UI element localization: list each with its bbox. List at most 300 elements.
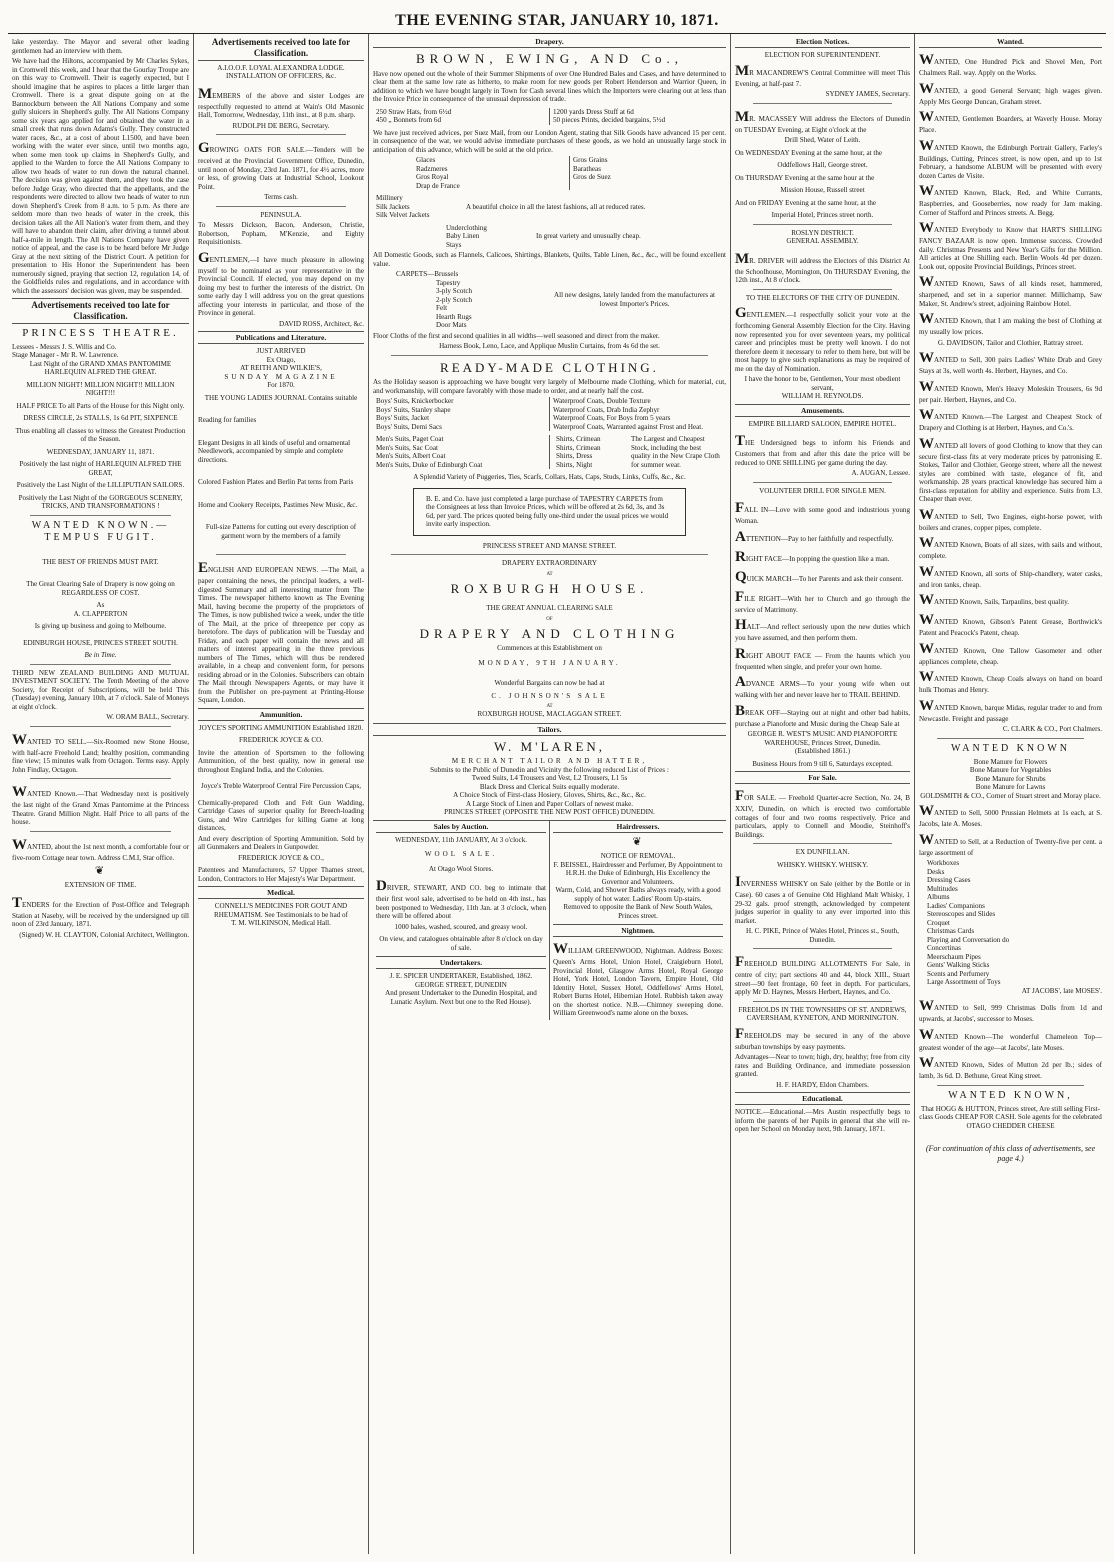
silk-list	[373, 156, 726, 190]
ad-title: THE YOUNG LADIES JOURNAL Contains suitable	[204, 393, 358, 402]
list-item: Silk Jackets	[376, 202, 410, 211]
list-item: Shirts, Crimean	[556, 435, 601, 444]
ad-text: That HOGG & HUTTON, Princes street, Are still selling First-class Goods CHEAP FOR CASH. Sole agents for the celebrated OTAGO CHEDDER CHEESE	[919, 1104, 1102, 1130]
ad-signature: RUDOLPH DE BERG, Secretary.	[232, 121, 330, 130]
ad-text: I have the honor to be, Gentlemen, Your most obedient servant,	[744, 375, 901, 392]
wanted-ad: WANTED to Sell, 300 pairs Ladies' White Drab and Grey Stays at 3s, well worth 4s. Herbert, Haynes, and Co.	[919, 350, 1102, 375]
ad-text: All Domestic Goods, such as Flannels, Calicoes, Shirtings, Blankets, Quilts, Table Linen, &c., &c., will be found excellent value.	[373, 251, 726, 268]
ad-text: WILLIAM GREENWOOD, Nightman. Address Boxes: Queen's Arms Hotel, Union Hotel, Craigieburn Hotel, Provincial Hotel, Glasgow Arms Hotel, Royal George Hotel, York Hotel, London Tavern, Empire Hotel, Old Identity Hotel, Sussex Hotel, Oddfellows' Arms Hotel, Robert Burns Hotel, Hibernian Hotel. Rubbish taken away on the shortest notice. N.B.—Chimney sweeping done. William Greenwood's name alone on the boxes.	[553, 941, 723, 1018]
ad-text: Joyce's Treble Waterproof Central Fire Percussion Caps,	[201, 782, 361, 791]
ad-text: WANTED, about the 1st next month, a comfortable four or five-room Cottage near town. Address C.M.I, Star office.	[12, 836, 189, 862]
ad-text: Elegant Designs in all kinds of useful and ornamental Needlework, accompanied by simple and complete directions.	[198, 438, 351, 464]
list-item: Workboxes	[927, 859, 960, 867]
list-item: Glaces	[416, 156, 436, 165]
ad-title: VOLUNTEER DRILL FOR SINGLE MEN.	[759, 486, 886, 495]
list-item: Baby Linen	[446, 232, 480, 241]
ad-text: FREEHOLD BUILDING ALLOTMENTS For Sale, in centre of city; part sections 40 and 44, block XIII., Stuart street—90 feet frontage, 60 feet in depth. For particulars, apply Mr D. Haynes, Messrs Herbert, Haynes, and Co.	[735, 954, 910, 996]
divider	[30, 778, 171, 779]
divider	[753, 843, 892, 844]
ad-text: GENTLEMEN,—I have much pleasure in allowing myself to be nominated as your representative in the Provincial Council. If elected, you may depend on my doing my best to further the interests of the district. On some early day I will address you on the great questions affecting your interests in particular, and those of the Province in general.	[198, 249, 364, 318]
ad-text: GENTLEMEN.—I respectfully solicit your vote at the forthcoming General Assembly Election for the City. Having now represented you for over seventeen years, my political career and principles must be pretty well known. I do not therefore deem it necessary to refer to them here, but will be most happy to give such explanations as may be required of me on the day of Nomination.	[735, 305, 910, 373]
wanted-ad: WANTED Known, Men's Heavy Moleskin Trousers, 6s 9d per pair. Herbert, Haynes, and Co.	[919, 378, 1102, 404]
list-item: Albums	[927, 893, 950, 901]
ad-title: A.I.O.O.F. LOYAL ALEXANDRA LODGE. INSTALLATION OF OFFICERS, &c.	[217, 63, 345, 81]
drill-item: FALL IN—Love with some good and industrious young Woman.	[735, 500, 910, 525]
ad-signature: WILLIAM H. REYNOLDS.	[781, 392, 864, 400]
ad-text: FREDERICK JOYCE & CO.,	[238, 853, 324, 862]
divider	[753, 224, 892, 225]
ad-title: DRAPERY EXTRAORDINARY	[502, 559, 597, 568]
ad-text: A Choice Stock of First-class Hosiery, Gloves, Shirts, &c., &c., &c.	[453, 791, 646, 800]
wanted-ad: WANTED Known, Sails, Tarpaulins, best quality.	[919, 592, 1070, 608]
news-paragraph: lake yesterday. The Mayor and several other leading gentlemen had an interview with them.	[12, 38, 189, 55]
ad-title: WANTED KNOWN.— TEMPUS FUGIT.	[31, 519, 170, 543]
ad-text: Have now opened out the whole of their Summer Shipments of over One Hundred Bales and Cases, and have determined to clear them at the same low rate as hitherto, to make room for new goods per Robert Henderson and Warrior Queen, in addition to which we have bought largely in Town for Cash several lines which the Importers were clearing out at less than the Invoice Price in consequence of the unusual depression of trade.	[373, 69, 726, 104]
ad-text: As	[96, 601, 105, 610]
ad-text: HALF PRICE To all Parts of the House for this Night only.	[16, 401, 185, 410]
ad-text: Warm, Cold, and Shower Baths always ready, with a good supply of hot water. Ladies' Room Up-stairs.	[555, 886, 721, 903]
crest-ornament: ❦	[94, 865, 107, 878]
ad-text: AT REITH AND WILKIE'S,	[240, 364, 322, 373]
ad-text: Floor Cloths of the first and second qualities in all widths—well seasoned and direct from the maker.	[373, 331, 660, 340]
section-header: Medical.	[198, 886, 364, 899]
ad-text: Advantages—Near to town; high, dry, healthy; free from city rates and Building Ordinance, and immediate possession granted.	[735, 1053, 910, 1078]
ad-text: WANTED Known.—That Wednesday next is positively the last night of the Grand Xmas Pantomime at the Princess Theatre. Grand Million Night. Half Price to all parts of the house.	[12, 784, 189, 827]
section-header: Sales by Auction.	[376, 821, 546, 833]
list-item: Christmas Cards	[927, 927, 975, 935]
divider	[937, 1085, 1084, 1086]
ad-text: On THURSDAY Evening at the same hour at the	[735, 173, 875, 182]
ad-text: On view, and catalogues obtainable after 8 o'clock on day of sale.	[379, 935, 543, 952]
ad-text: Drill Shed, Water of Leith.	[784, 136, 861, 144]
ad-title: TO THE ELECTORS OF THE CITY OF DUNEDIN.	[745, 293, 900, 302]
ad-text: Commences at this Establishment on	[497, 644, 602, 653]
list-item: Playing and Conversation do	[927, 935, 1010, 944]
ad-title: READY-MADE CLOTHING.	[440, 359, 659, 375]
ad-text: NOTICE.—Educational.—Mrs Austin respectfully begs to inform the parents of her Pupils in general that she will re-open her School on Monday next, 9th January, 1871.	[735, 1108, 910, 1133]
ad-text: To Messrs Dickson, Bacon, Anderson, Christie, Robertson, Popham, M'Kenzie, and Eighty Requisitionists.	[198, 221, 364, 247]
ad-text: MR MACANDREW'S Central Committee will meet This Evening, at half-past 7.	[735, 62, 910, 88]
list-item: Bone Manure for Lawns	[975, 783, 1046, 791]
list-item: Boys' Suits, Stanley shape	[376, 405, 451, 414]
ad-text: Positively the Last Night of the LILLIPUTIAN SAILORS.	[16, 481, 185, 490]
ad-signature: T. M. WILKINSON, Medical Hall.	[231, 919, 331, 928]
list-item: Men's Suits, Paget Coat	[376, 435, 444, 444]
ad-text: And on FRIDAY Evening at the same hour, at the	[735, 198, 877, 207]
ad-signature: (Signed) W. H. CLAYTON, Colonial Architect, Wellington.	[19, 930, 189, 939]
ad-title: BROWN, EWING, AND Co.,	[415, 51, 684, 66]
list-item: Croquet	[927, 918, 950, 927]
columns	[8, 33, 1106, 1554]
ad-title: ROSLYN DISTRICT.	[791, 228, 854, 237]
divider	[753, 103, 892, 104]
list-item: Waterproof Coats, Drab India Zephyr	[553, 405, 660, 414]
ad-text: Be in Time.	[84, 651, 117, 660]
wanted-ad: WANTED Known, Cheap Coals always on hand on board hulk Thomas and Henry.	[919, 669, 1102, 694]
ad-signature: C. CLARK & CO., Port Chalmers.	[1002, 725, 1102, 733]
ad-text: Mission House, Russell street	[780, 186, 865, 194]
ad-text: CONNELL'S MEDICINES FOR GOUT AND RHEUMATISM. See Testimonials to be had of	[214, 902, 348, 919]
ad-text: 1000 bales, washed, scoured, and greasy wool.	[394, 922, 528, 931]
divider	[30, 664, 171, 665]
ad-text: Home and Cookery Receipts, Pastimes New Music, &c.	[198, 500, 358, 509]
list-item: Shirts, Dress	[556, 452, 593, 461]
divider	[753, 482, 892, 483]
news-paragraph: We have had the Hiltons, accompanied by Mr Charles Sykes, in Cromwell this week, and I hear that the Gourlay Troupe are on this way to Cromwell. Their is eagerly expected, but I should imagine that he aspires to places a little larger than Cromwell. There is a great dispute going on at the Bannockburn between the All Nations Company and some gully sluicers in Shepherd's gully. The All Nations Company some six years ago applied for and obtained the water in a small creek that runs down Adams's Gully. They constructed water races, &c., at a cost of about L1500, and have been working with the water ever since, until two months ago, when some men took up claims in Shepherd's Gully, and applied to the Warden to force the All Nations Company to allow two heads of water to run down the natural channel. The decision was given against them, and they took the case before Judge Gray, who directed that the appellants, and the respondents were directed to allow two heads of water to run down Shepherd's Creek from 8 a.m. to 5 p.m. As there are seldom more than two heads of water in the creek, this decision takes all the All Nation's water from them, and they will have to abandon their claim, after driving a tunnel about half-a-mile in length. The All Nations Company have given notice of appeal, and the case is to be heard before Mr Judge Gray at the next sitting of the District Court. A petition for presentation to His Honor the Superintendent has been numerously signed, praying that section 12, regulation 14, of the Goldfields rules and regulations, and in accordance with which the assessors' decision was given, may be suspended.	[12, 57, 189, 295]
ad-title: FREEHOLDS IN THE TOWNSHIPS OF ST. ANDREWS, CAVERSHAM, KYNETON, AND MORNINGTON.	[738, 1005, 907, 1022]
jacobs-list	[919, 859, 1102, 987]
divider	[753, 289, 892, 290]
list-item: Gents' Walking Sticks	[927, 961, 990, 969]
list-item: Dressing Cases	[927, 876, 971, 884]
ad-text: Oddfellows Hall, George street.	[777, 161, 868, 169]
list-item: Ladies' Companions	[927, 901, 985, 910]
divider	[937, 738, 1084, 739]
ad-signature: AT JACOBS', late MOSES'.	[1021, 986, 1102, 995]
list-item: Scents and Perfumery	[927, 969, 990, 978]
ad-text: MONDAY, 9TH JANUARY.	[478, 658, 621, 667]
wanted-ad: WANTED all lovers of good Clothing to know that they can secure first-class fits at very moderate prices by patronising E. Stokes, Tailor and Clothier, George street, where all the newest styles are combined with taste, elegance of fit, and workmanship. 28 years practical knowledge has secured him a first-class reputation for ability and experience. Suits from L3. Cheaper than ever.	[919, 435, 1102, 503]
ad-text: Removed to opposite the Bank of New South Wales, Princes street.	[563, 903, 713, 920]
wanted-ad: WANTED to Sell, 999 Christmas Dolls from 1d and upwards, at Jacobs', successor to Moses.	[919, 998, 1102, 1023]
ad-text: WANTED TO SELL.—Six-Roomed new Stone House, with half-acre Freehold Land; healthy position, commanding fine view; 15 minutes walk from Octagon. Terms easy. Apply John Findlay, Octagon.	[12, 731, 189, 774]
wanted-ad: WANTED Known.—The Largest and Cheapest Stock of Drapery and Clothing is at Herbert, Haynes, and Co.'s.	[919, 407, 1102, 432]
list-item: Waterproof Coats, For Boys from 5 years	[553, 414, 671, 423]
ad-title: EX DUNFILLAN.	[795, 848, 850, 856]
divider	[753, 948, 892, 949]
ad-text: ENGLISH AND EUROPEAN NEWS. —The Mail, a paper containing the news, the principal leaders, a well-digested Summary and all interesting matter from The Times. The newspaper hitherto known as The Evening Mail, having become the property of the proprietors of The Times, is now published twice a week, under the title of The Mail, at the price of threepence per copy as heretofore. The days of publication will be Tuesday and Friday, and each paper will contain the news and all matters of interest appearing in the three previous numbers of The Times, which will thus be rendered available, in a cheap and convenient form, for persons residing abroad or in the Colonies. Subscribers can obtain The Mail through Newspapers Agents, or may have it from the Publisher on pre-payment at Printing-House Square, London.	[198, 560, 364, 705]
ad-text: Is giving up business and going to Melbourne.	[34, 622, 167, 631]
divider	[391, 554, 708, 555]
list-item: 3-ply Scotch	[436, 287, 473, 296]
ad-text: On WEDNESDAY Evening at the same hour, at the	[735, 148, 883, 157]
wanted-ad: WANTED Known, Black, Red, and White Currants, Raspberries, and Gooseberries, now ready for Jam making. Corner of Stafford and Princes streets. A. Begg.	[919, 183, 1102, 217]
ad-text: (Established 1861.)	[794, 747, 851, 755]
list-item: Bone Manure for Shrubs	[975, 774, 1046, 783]
ad-text: Thus enabling all classes to witness the Greatest Production of the Season.	[15, 426, 186, 444]
list-item: Silk Velvet Jackets	[376, 211, 430, 220]
ad-text: MEMBERS of the above and sister Lodges are respectfully requested to attend at Wain's Old Masonic Hall, Tomorrow, Wednesday, 11th inst., at 8 p.m. sharp.	[198, 85, 364, 120]
price-item: 450 „ Bonnets from 6d	[376, 116, 442, 125]
ad-title: WOOL SALE.	[424, 850, 498, 859]
divider	[216, 554, 346, 555]
section-header: Drapery.	[373, 36, 726, 48]
divider	[391, 355, 708, 356]
ad-text: Positively the Last Night of the GORGEOUS SCENERY, TRICKS, AND TRANSFORMATIONS !	[18, 493, 183, 511]
ad-text: Tweed Suits, L4 Trousers and Vest, L2 Trousers, L1 5s	[471, 774, 628, 783]
list-item: 2-ply Scotch	[436, 295, 473, 304]
section-header: Hairdressers.	[553, 821, 723, 833]
list-note: The Largest and Cheapest Stock, including the best quality in the New Crape Cloth for summer wear.	[631, 435, 720, 469]
ad-text: At Otago Wool Stores.	[428, 864, 494, 873]
wanted-ad: WANTED to Sell, at a Reduction of Twenty-five per cent. a large assortment of	[919, 831, 1102, 857]
ad-text: EDINBURGH HOUSE, PRINCES STREET SOUTH.	[23, 638, 178, 647]
column-4	[731, 34, 915, 1554]
list-item: Bone Manure for Flowers	[973, 757, 1048, 766]
wanted-ad: WANTED Known, barque Midas, regular trader to and from Newcastle. Freight and passage	[919, 697, 1102, 723]
millinery-list	[373, 194, 726, 220]
wanted-ad: WANTED, a good General Servant; high wages given. Apply Mrs George Duncan, Graham street.	[919, 80, 1102, 106]
ad-text: Colored Fashion Plates and Berlin Pat terns from Paris	[198, 478, 354, 487]
ad-title: EMPIRE BILLIARD SALOON, EMPIRE HOTEL.	[748, 419, 897, 428]
notice-box	[413, 488, 686, 536]
wanted-ad: WANTED Known, the Edinburgh Portrait Gallery, Farley's Buildings, Cutting, Princes street, is now open, and up to 1st February, a handsome ALBUM will be presented with every dozen Cartes de Visite.	[919, 137, 1102, 180]
ad-signature: DAVID ROSS, Architect, &c.	[279, 319, 364, 328]
column-2	[194, 34, 369, 1554]
wanted-ad: WANTED Known, Gibson's Patent Grease, Borthwick's Patent and Peacock's Patent, cheap.	[919, 612, 1102, 637]
ad-text: F. BEISSEL, Hairdresser and Perfumer, By Appointment to H.R.H. the Duke of Edinburgh, His Excellency the Governor and Volunteers.	[553, 860, 723, 886]
ad-signature: G. DAVIDSON, Tailor and Clothier, Rattray street.	[937, 338, 1084, 347]
drill-item: HALT—And reflect seriously upon the new duties which you have assumed, and then perform them.	[735, 617, 910, 642]
ad-text: Last Night of the GRAND XMAS PANTOMIME HARLEQUIN ALFRED THE GREAT.	[29, 359, 172, 377]
section-header: Amusements.	[735, 404, 910, 417]
ad-text: GROWING OATS FOR SALE.—Tenders will be received at the Provincial Government Office, Dunedin, until noon of Monday, 23rd Jan. 1871, for 4½ acres, more or less, of growing Oats at Industrial School, Lookout Point.	[198, 140, 364, 191]
ad-signature: SYDNEY JAMES, Secretary.	[825, 90, 910, 98]
list-item: Felt	[436, 304, 448, 313]
ad-title: SUNDAY MAGAZINE	[224, 372, 338, 381]
ad-title: GEORGE R. WEST'S MUSIC AND PIANOFORTE WAREHOUSE, Princes Street, Dunedin.	[747, 730, 898, 747]
bottom-split	[373, 820, 726, 1020]
ad-text: DRESS CIRCLE, 2s STALLS, 1s 6d PIT, SIXPENCE	[23, 414, 178, 423]
wanted-ad: WANTED, One Hundred Pick and Shovel Men, Port Chalmers Rail. way. Apply on the Works.	[919, 52, 1102, 77]
price-item: 250 Straw Hats, from 6½d	[376, 107, 452, 116]
ad-text: C. JOHNSON'S SALE	[491, 691, 608, 700]
list-note: A beautiful choice in all the latest fashions, all at reduced rates.	[466, 202, 646, 211]
ad-title: ELECTION FOR SUPERINTENDENT.	[764, 51, 881, 59]
ad-text: THE Undersigned begs to inform his Friends and Customers that from and after this date the price will be reduced to ONE SHILLING per game during the day.	[735, 433, 910, 467]
ad-text: A Splendid Variety of Puggeries, Ties, Scarfs, Collars, Hats, Caps, Studs, Links, Cuffs, &c., &c.	[413, 473, 686, 482]
wanted-ad: WANTED to Sell, 5000 Prussian Helmets at 1s each, at S. Jacobs, late A. Moses.	[919, 803, 1102, 828]
column-3	[369, 34, 731, 1554]
list-item: Boys' Suits, Jacket	[376, 414, 430, 423]
list-note: In great variety and unusually cheap.	[536, 232, 641, 241]
section-header: Educational.	[735, 1092, 910, 1105]
section-header: Ammunition.	[198, 708, 364, 721]
ad-text: The Great Clearing Sale of Drapery is now going on REGARDLESS OF COST.	[26, 580, 175, 597]
list-item: Concertinas	[927, 944, 961, 952]
ad-text: MERCHANT TAILOR AND HATTER,	[451, 757, 648, 766]
underclothing-list	[373, 224, 726, 250]
wanted-ad: WANTED Known, One Tallow Gasometer and other appliances complete, cheap.	[919, 640, 1102, 666]
ad-text: WEDNESDAY, JANUARY 11, 1871.	[46, 447, 155, 456]
ad-text: As the Holiday season is approaching we have bought very largely of Melbourne made Clothing, which for material, cut, and workmanship, will compare favorably with those made to order, and at nearly half the cost.	[373, 378, 726, 395]
list-item: Men's Suits, Duke of Edinburgh Coat	[376, 460, 483, 469]
ad-text: Terms cash.	[264, 193, 298, 202]
section-header: For Sale.	[735, 771, 910, 784]
list-item: Men's Suits, Albert Coat	[376, 452, 446, 461]
ad-text: And every description of Sporting Ammunition. Sold by all Gunmakers and Dealers in Gunpowder.	[198, 834, 364, 852]
list-item: Tapestry	[436, 278, 461, 287]
divider	[30, 726, 171, 727]
divider	[30, 515, 171, 516]
ad-text: Full-size Patterns for cutting out every description of garment worn by the members of a family	[205, 523, 357, 540]
ad-title: J. E. SPICER UNDERTAKER, Established, 1862. GEORGE STREET, DUNEDIN	[389, 972, 533, 989]
ad-signature: W. ORAM BALL, Secretary.	[106, 713, 189, 722]
ad-title: PRINCESS THEATRE.	[22, 326, 179, 339]
ad-text: MR. DRIVER will address the Electors of this District At the Schoolhouse, Mornington, On THURSDAY Evening, the 12th inst., At 8 o'clock.	[735, 250, 910, 284]
ad-text: A Large Stock of Linen and Paper Collars of newest make.	[465, 799, 634, 808]
drill-item: BREAK OFF—Staying out at night and other bad habits, purchase a Pianoforte and Music during the Cheap Sale at	[735, 702, 910, 728]
ad-text: Invite the attention of Sportsmen to the following Ammunition, of the best quality, now in general use throughout England India, and the Colonies.	[198, 748, 364, 774]
ad-text: FOR SALE. — Freehold Quarter-acre Section, No. 24, B XXIV, Dunedin, on which is erected two comfortable cottages of four and two rooms respectively. Price and particulars, apply to Connell and Moodie, Steinhoff's Buildings.	[735, 788, 910, 839]
list-item: Gros Grains	[573, 156, 608, 165]
clothing-table	[373, 397, 726, 431]
list-item: Large Assortment of Toys	[927, 978, 1001, 986]
ad-title: GENERAL ASSEMBLY.	[786, 237, 859, 245]
section-header: Advertisements received too late for Classification.	[12, 298, 189, 324]
list-item: Baratheas	[573, 164, 601, 173]
list-item: Stays	[446, 240, 462, 249]
drill-item: RIGHT ABOUT FACE — From the haunts which you frequented when single, and prefer your own home.	[735, 645, 910, 671]
ad-text: And present Undertaker to the Dunedin Hospital, and Lunatic Asylum. Next but one to the Red House).	[385, 989, 537, 1006]
masthead: THE EVENING STAR, JANUARY 10, 1871.	[395, 12, 719, 29]
ad-text: MR. MACASSEY Will address the Electors of Dunedin on TUESDAY Evening, at Eight o'clock at the	[735, 108, 910, 134]
section-header: Wanted.	[919, 36, 1102, 48]
ad-title: JOYCE'S SPORTING AMMUNITION Established 1820.	[198, 723, 364, 732]
ad-text: AT	[546, 704, 553, 710]
drill-item: ATTENTION—Pay to her faithfully and respectfully.	[735, 528, 894, 545]
list-note: All new designs, lately landed from the manufacturers at lowest Importer's Prices.	[554, 291, 715, 308]
list-item: Door Mats	[436, 321, 467, 330]
ad-text: FREDERICK JOYCE & CO.	[239, 736, 323, 745]
list-item: Gros de Suez	[573, 173, 611, 182]
ad-title: W. M'LAREN,	[493, 738, 606, 754]
ad-text: MILLION NIGHT! MILLION NIGHT!! MILLION NIGHT!!!	[26, 380, 175, 398]
ad-text: Chemically-prepared Cloth and Felt Gun Wadding, Cartridge Cases of superior quality for Breech-loading Guns, and Wire Cartridges for killing Game at long distances,	[198, 798, 364, 833]
list-item: CARPETS—Brussels	[396, 270, 459, 279]
wanted-ad: WANTED Known, Sides of Mutton 2d per lb.; sides of lamb, 3s 6d. D. Bethune, Great King street.	[919, 1055, 1102, 1080]
list-item: Men's Suits, Sac Coat	[376, 443, 438, 452]
ad-text: PRINCESS STREET AND MANSE STREET.	[482, 541, 617, 550]
ad-text: Harness Book, Leno, Lace, and Applique Muslin Curtains, from 4s 6d the set.	[439, 342, 660, 351]
ad-text: PRINCES STREET (OPPOSITE THE NEW POST OFFICE) DUNEDIN.	[444, 808, 655, 817]
ad-title: NOTICE OF REMOVAL.	[600, 852, 676, 861]
list-item: Drap de France	[416, 181, 460, 190]
ad-signature: H. C. PIKE, Prince of Wales Hotel, Princes st., South, Dunedin.	[746, 927, 899, 944]
column-5	[915, 34, 1106, 1554]
list-item: Hearth Rugs	[436, 312, 472, 321]
wanted-ad: WANTED Known, that I am making the best of Clothing at my usually low prices.	[919, 311, 1102, 336]
ad-signature: A. AUGAN, Lessee.	[851, 469, 910, 477]
ad-title: WANTED KNOWN,	[948, 1089, 1073, 1101]
divider	[753, 1001, 892, 1002]
wanted-ad: WANTED Known, all sorts of Ship-chandlery, water casks, and iron tanks, cheap.	[919, 563, 1102, 589]
divider	[216, 206, 346, 207]
section-header: Election Notices.	[735, 36, 910, 48]
ad-text: INVERNESS WHISKY on Sale (either by the Bottle or in Case). 60 cases a of Genuine Old Highland Malt Whisky, 1 29-32 gals. proof strength, acknowledged by competent judges superior in quality to any ever imported into this market.	[735, 874, 910, 925]
ad-text: Positively the last night of HARLEQUIN ALFRED THE GREAT,	[19, 460, 182, 477]
continuation-note: (For continuation of this class of advertisements, see page 4.)	[925, 1144, 1096, 1163]
ad-text: WEDNESDAY, 11th JANUARY, At 3 o'clock.	[394, 835, 528, 844]
ad-text: Stage Manager - Mr R. W. Lawrence.	[12, 351, 119, 360]
mens-table	[373, 435, 726, 469]
drill-item: ADVANCE ARMS—To your young wife when out walking with her and never leave her to TRAIL BEHIND.	[735, 674, 910, 699]
crest-ornament: ❦	[632, 835, 644, 848]
ad-text: DRIVER, STEWART, AND CO. beg to intimate that their first wool sale, advertised to be held on 4th inst., has been postponed to Wednesday, 11th Jan. at 3 o'clock, when there will be offered about	[376, 878, 546, 921]
drill-item: QUICK MARCH—To her Parents and ask their consent.	[735, 568, 904, 585]
carpets-list	[373, 270, 726, 330]
wanted-ad: WANTED, Gentlemen Boarders, at Waverly House. Moray Place.	[919, 109, 1102, 134]
ad-text: We have just received advices, per Suez Mail, from our London Agent, stating that Silk Goods have advanced 15 per cent. in consequence of the war, we would advise immediate purchases of these goods, as we hold an unusually large stock in anticipation of this advance, which will be sold at the old price.	[373, 128, 726, 154]
drill-item: FILE RIGHT—With her to Church and go through the service of Matrimony.	[735, 588, 910, 614]
ad-text: THE BEST OF FRIENDS MUST PART.	[42, 557, 159, 566]
ad-text: OF	[546, 616, 553, 622]
divider	[30, 831, 171, 832]
ad-text: ROXBURGH HOUSE, MACLAGGAN STREET.	[477, 710, 622, 719]
wanted-ad: WANTED Known—The wonderful Chameleon Top—greatest wonder of the age—at Jacobs', late Moses.	[919, 1026, 1102, 1052]
list-item: Boys' Suits, Knickerbocker	[376, 397, 454, 406]
list-item: Boys' Suits, Demi Sacs	[376, 422, 442, 431]
column-1	[8, 34, 194, 1554]
ad-title: EXTENSION OF TIME.	[64, 881, 137, 890]
list-item: Millinery	[376, 194, 403, 203]
ad-text: JUST ARRIVED	[256, 347, 306, 356]
list-item: Shirts, Crimean	[556, 443, 601, 452]
list-item: Underclothing	[446, 223, 487, 232]
divider	[216, 134, 346, 135]
section-header: Nightmen.	[553, 924, 723, 937]
ad-text: THE GREAT ANNUAL CLEARING SALE	[486, 604, 613, 613]
section-header: Advertisements received too late for Classification.	[198, 36, 364, 61]
ad-text: Ex Otago,	[266, 355, 296, 364]
box-text: B. E. and Co. have just completed a large purchase of TAPESTRY CARPETS from the Consignees at less than Invoice Prices, which will be offered at 2s 6d, 3s, and 3s 6d, per yard. The prices quoted being fully one-third under the usual prices we would invite early inspection.	[426, 494, 669, 529]
wanted-ad: WANTED to Sell, Two Engines, eight-horse power, with boilers and cranes, copper pipes, complete.	[919, 506, 1102, 532]
list-item: Radzmeres	[416, 164, 448, 173]
ad-text: TENDERS for the Erection of Post-Office and Telegraph Station at Naseby, will be received by the undersigned up till noon of 23rd January, 1871.	[12, 894, 189, 929]
ad-title: WHISKY. WHISKY. WHISKY.	[777, 860, 868, 869]
section-header: Tailors.	[373, 723, 726, 736]
list-item: Desks	[927, 867, 945, 876]
ad-title: ROXBURGH HOUSE.	[450, 580, 649, 596]
ad-text: Patentees and Manufacturers, 57 Upper Thames street, London, Contractors to Her Majesty's War Department.	[198, 866, 364, 883]
list-item: Waterproof Coats, Double Texture	[553, 397, 651, 406]
list-item: Multitudes	[927, 884, 958, 893]
wanted-ad: WANTED Known, Boats of all sizes, with sails and without, complete.	[919, 535, 1102, 560]
ad-text: FREEHOLDS may be secured in any of the above suburban townships by easy payments.	[735, 1025, 910, 1051]
ad-text: AT	[546, 571, 553, 577]
ad-text: Lessees - Messrs J. S. Willis and Co.	[12, 342, 117, 351]
section-header: Publications and Literature.	[198, 331, 364, 344]
wanted-ad: WANTED Known, Saws of all kinds reset, hammered, sharpened, and set in a superior manner. Millichamp, Saw Maker, St. Andrew's street, adjoining Rainbow Hotel.	[919, 274, 1102, 308]
ad-text: A. CLAPPERTON	[73, 609, 128, 618]
ad-text: Reading for families	[198, 416, 257, 425]
ad-title: WANTED KNOWN	[950, 742, 1071, 754]
ad-text: Black Dress and Clerical Suits equally moderate.	[479, 782, 620, 791]
ad-title: DRAPERY AND CLOTHING	[419, 625, 680, 641]
ad-text: Imperial Hotel, Princes street north.	[771, 211, 874, 219]
list-item: Bone Manure for Vegetables	[969, 766, 1052, 774]
section-header: Undertakers.	[376, 956, 546, 969]
ad-text: Submits to the Public of Dunedin and Vicinity the following reduced List of Prices :	[430, 765, 669, 774]
price-table	[373, 108, 726, 125]
list-item: Stereoscopes and Slides	[927, 910, 996, 918]
price-item: 50 pieces Prints, decided bargains, 5½d	[553, 116, 666, 125]
ad-signature: GOLDSMITH & CO., Corner of Stuart street and Moray place.	[920, 791, 1101, 800]
drill-item: RIGHT FACE—In popping the question like a man.	[735, 548, 890, 565]
wanted-ad: WANTED Everybody to Know that HART'S SHILLING FANCY BAZAAR is now open. Immense success. Crowded daily. Christmas Presents and New Year's Gifts for the Million. All articles at One Shilling each. Berlin Wools 4d per dozen. Look out, opposite Provincial Buildings, Princes street.	[919, 220, 1102, 271]
price-item: 1200 yards Dress Stuff at 6d	[553, 107, 634, 116]
list-item: Waterproof Coats, Warranted against Frost and Heat.	[553, 422, 704, 431]
list-item: Meerschaum Pipes	[927, 952, 981, 961]
ad-text: Business Hours from 9 till 6, Saturdays excepted.	[752, 759, 893, 768]
list-item: Gros Royal	[416, 173, 449, 182]
ad-title: PENINSULA.	[260, 210, 302, 219]
ad-text: For 1870.	[267, 381, 295, 390]
list-item: Shirts, Night	[556, 460, 593, 469]
ad-text: THIRD NEW ZEALAND BUILDING AND MUTUAL INVESTMENT SOCIETY. The Tenth Meeting of the above Society, for Receipt of Subscriptions, will be held This (Tuesday) evening, January 10th, at 7 o'clock. Sale of Moneys at eight o'clock.	[12, 668, 189, 711]
ad-text: Wonderful Bargains can now be had at	[494, 679, 605, 688]
ad-signature: H. F. HARDY, Eldon Chambers.	[776, 1080, 869, 1089]
